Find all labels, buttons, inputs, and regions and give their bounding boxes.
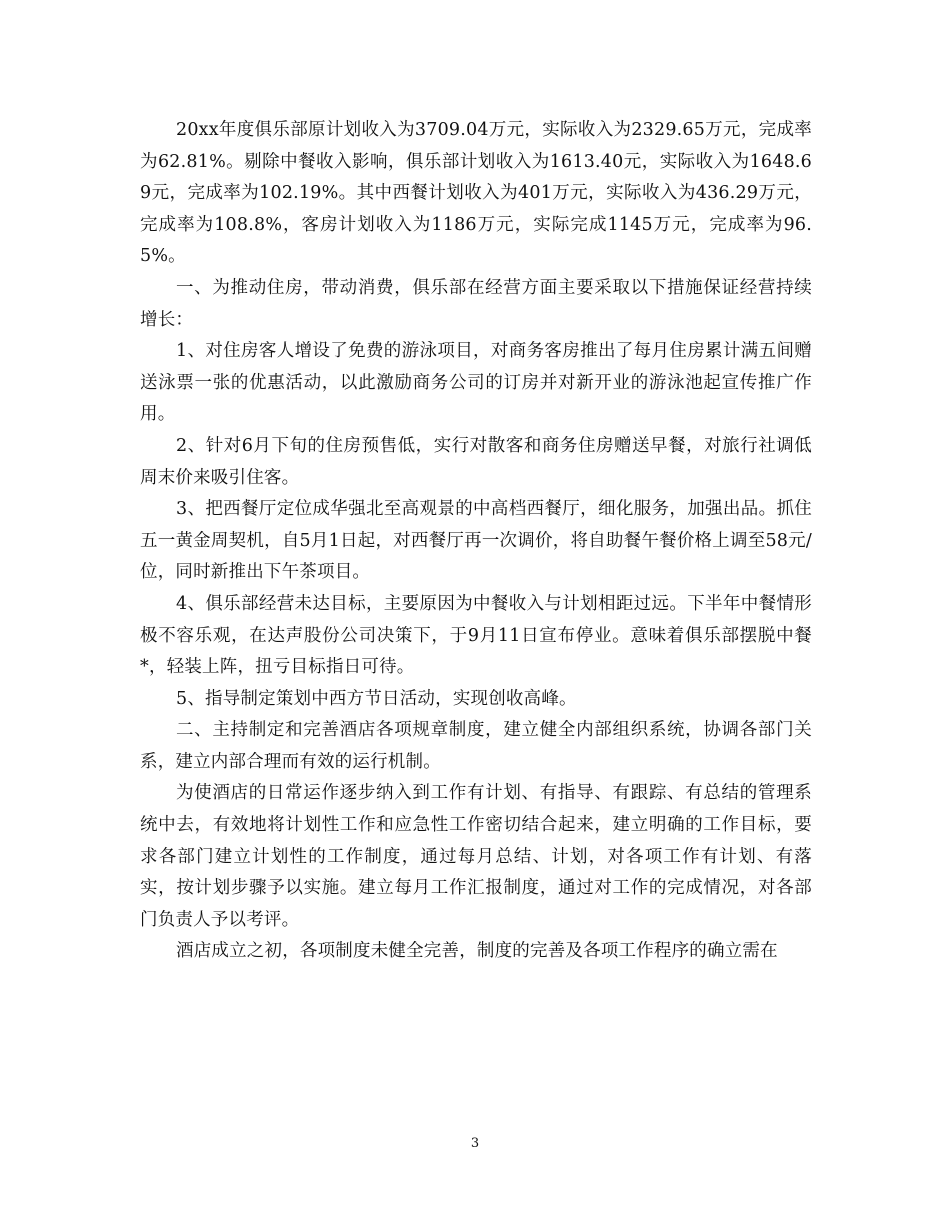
paragraph-item-1: 1、对住房客人增设了免费的游泳项目，对商务客房推出了每月住房累计满五间赠送泳票一张的优惠活动，以此激励商务公司的订房并对新开业的游泳池起宣传推广作用。 (140, 341, 812, 425)
paragraph-management-system: 为使酒店的日常运作逐步纳入到工作有计划、有指导、有跟踪、有总结的管理系统中去，有效地将计划性工作和应急性工作密切结合起来，建立明确的工作目标，要求各部门建立计划性的工作制度，通过每月总结、计划，对各项工作有计划、有落实，按计划步骤予以实施。建立每月工作汇报制度，通过对工作的完成情况，对各部门负责人予以考评。 (140, 783, 812, 930)
document-body (140, 115, 812, 968)
paragraph-item-5: 5、指导制定策划中西方节日活动，实现创收高峰。 (176, 688, 577, 709)
paragraph-revenue-summary: 20xx年度俱乐部原计划收入为3709.04万元，实际收入为2329.65万元，完成率为62.81%。剔除中餐收入影响，俱乐部计划收入为1613.40元，实际收入为1648.69元，完成率为102.19%。其中西餐计划收入为401万元，实际收入为436.29万元，完成率为108.8%，客房计划收入为1186万元，实际完成1145万元，完成率为96.5%。 (140, 120, 812, 267)
paragraph-item-3: 3、把西餐厅定位成华强北至高观景的中高档西餐厅，细化服务，加强出品。抓住五一黄金周契机，自5月1日起，对西餐厅再一次调价，将自助餐午餐价格上调至58元/位，同时新推出下午茶项目。 (140, 499, 812, 583)
paragraph-section-one-heading: 一、为推动住房，带动消费，俱乐部在经营方面主要采取以下措施保证经营持续增长： (140, 277, 812, 330)
page-number: 3 (470, 1136, 480, 1151)
paragraph-section-two-heading: 二、主持制定和完善酒店各项规章制度，建立健全内部组织系统，协调各部门关系，建立内部合理而有效的运行机制。 (140, 720, 812, 772)
paragraph-hotel-establishment: 酒店成立之初，各项制度未健全完善，制度的完善及各项工作程序的确立需在 (176, 941, 778, 962)
paragraph-item-2: 2、针对6月下旬的住房预售低，实行对散客和商务住房赠送早餐，对旅行社调低周末价来吸引住客。 (140, 435, 812, 488)
paragraph-item-4: 4、俱乐部经营未达目标，主要原因为中餐收入与计划相距过远。下半年中餐情形极不容乐观，在达声股份公司决策下，于9月11日宣布停业。意味着俱乐部摆脱中餐*，轻装上阵，扭亏目标指日可待。 (140, 593, 812, 678)
